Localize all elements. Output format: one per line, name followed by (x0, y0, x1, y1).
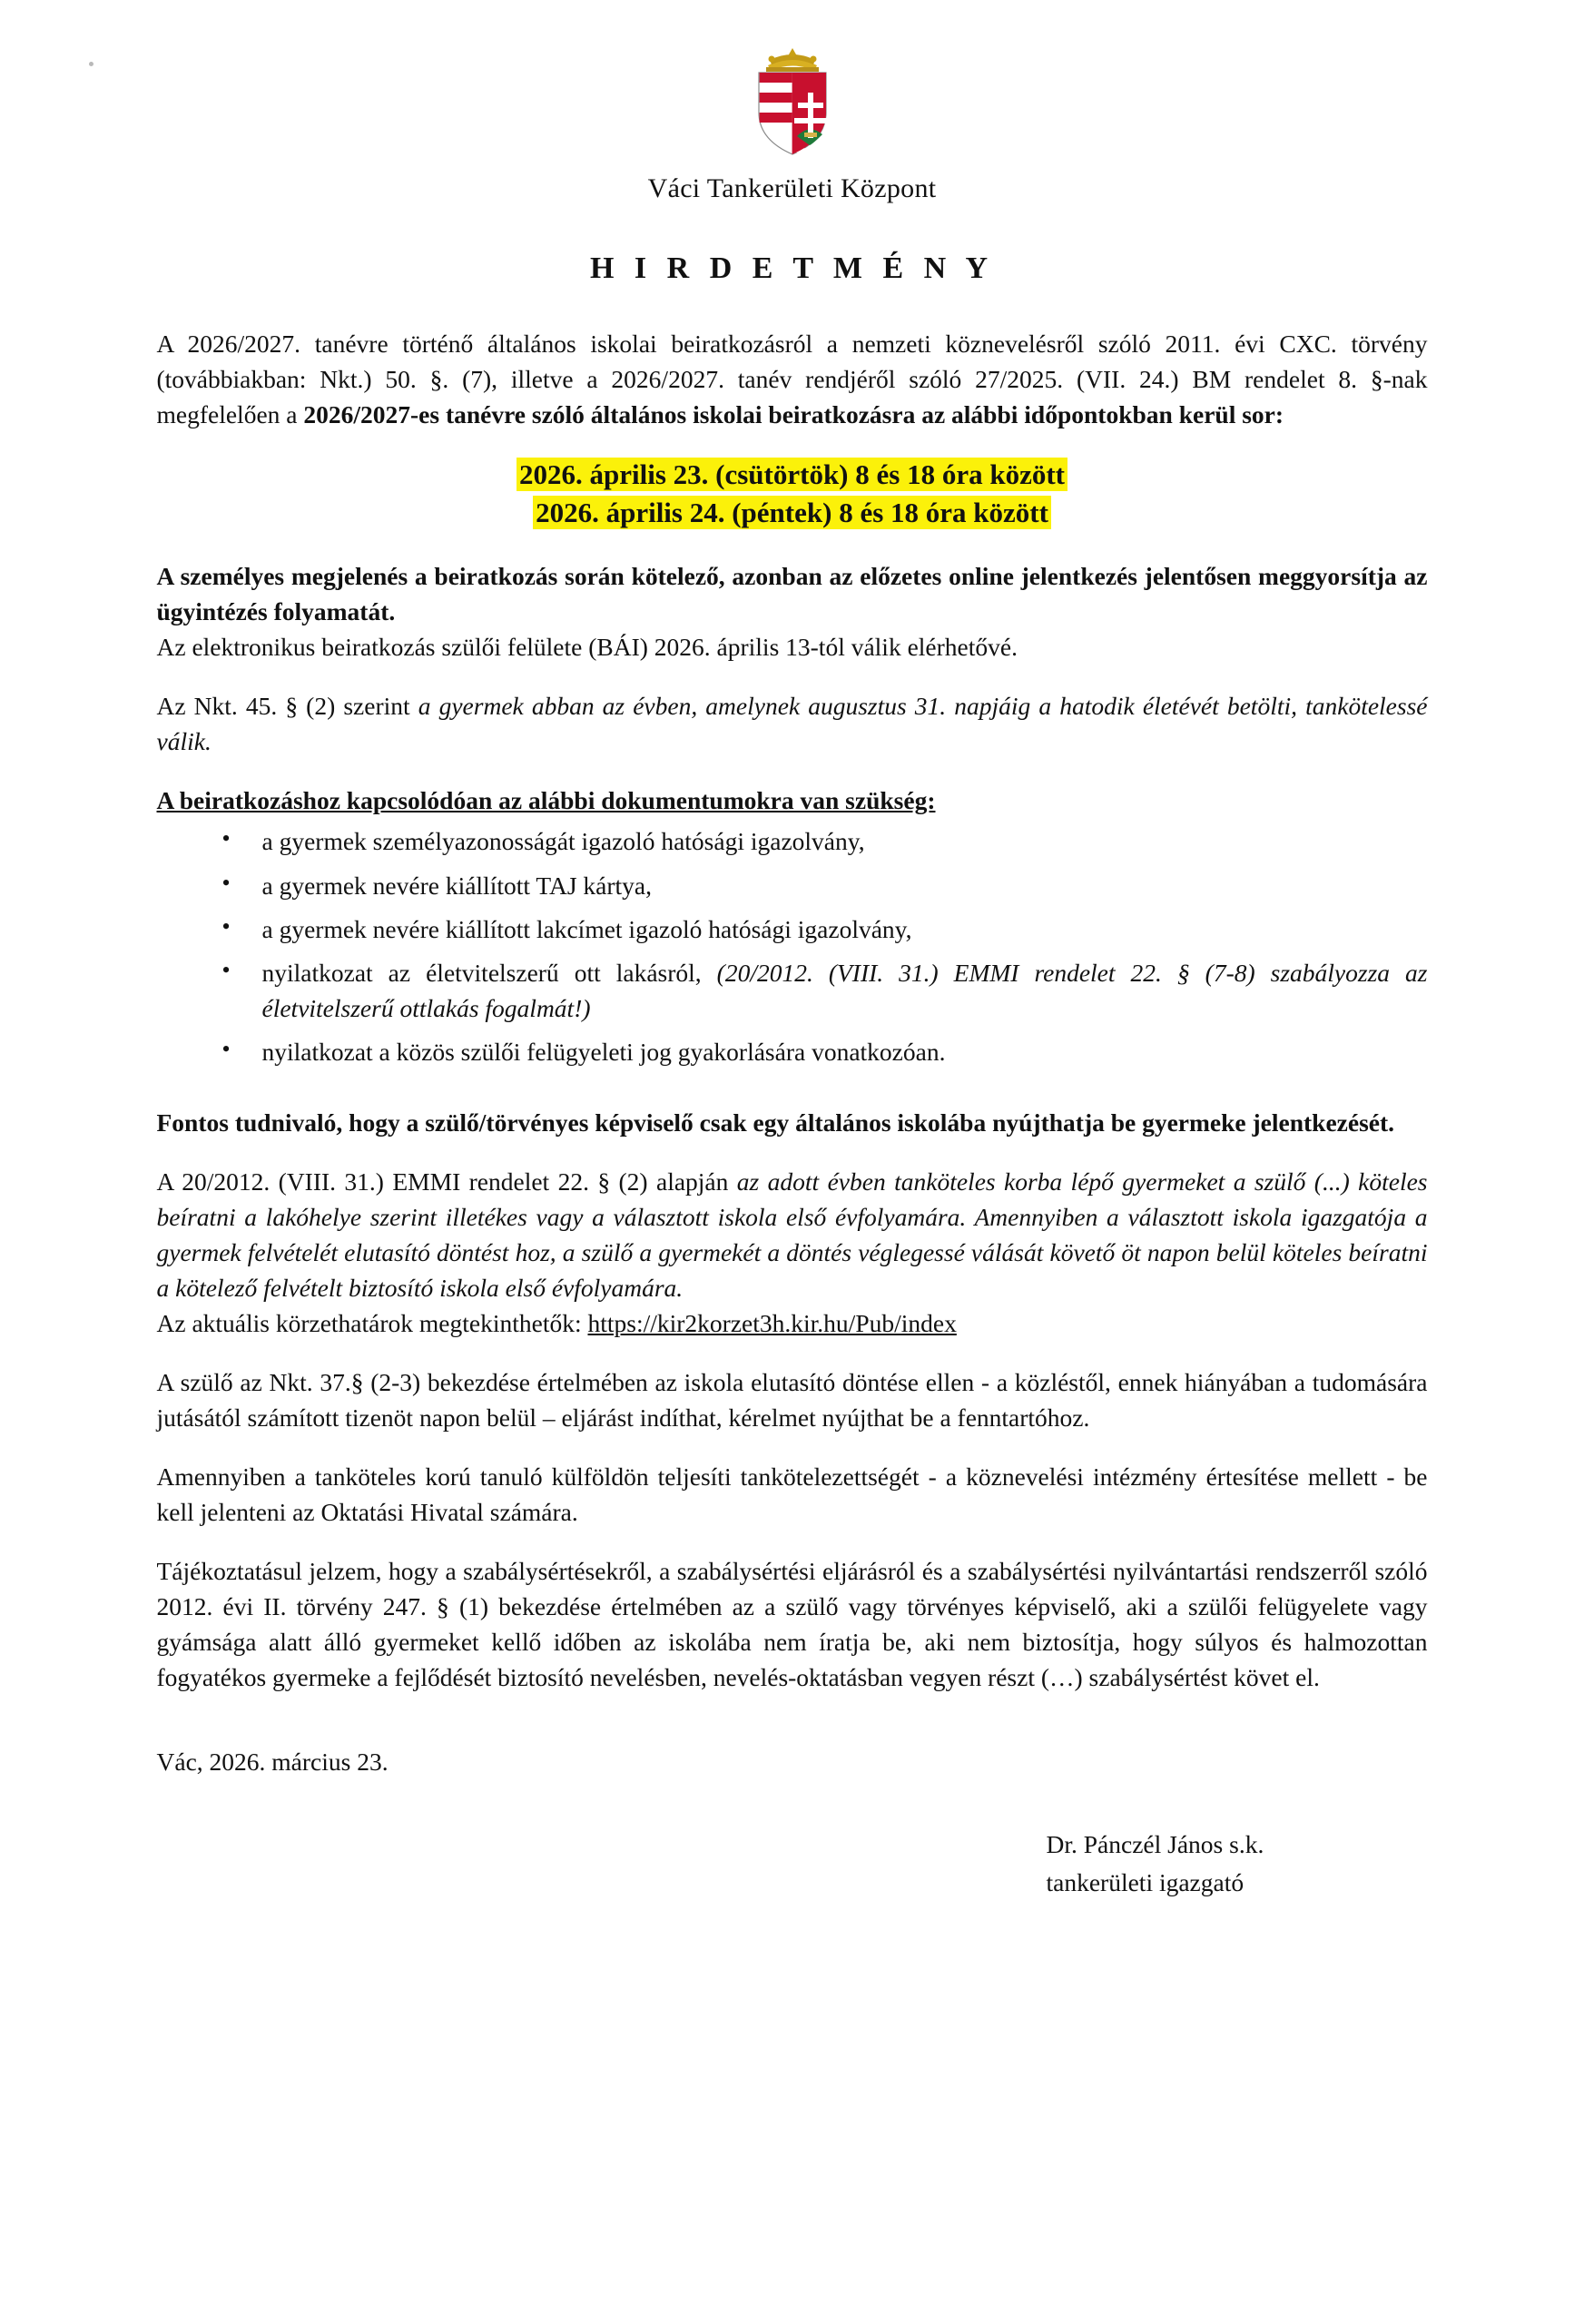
attendance-normal: Az elektronikus beiratkozás szülői felülete (BÁI) 2026. április 13-tól válik elérhetővé. (156, 633, 1018, 662)
scan-artifact-speck (89, 62, 93, 66)
place-and-date: Vác, 2026. március 23. (156, 1748, 389, 1777)
emmi-italic: az adott évben tanköteles korba lépő gyermeket a szülő (...) köteles beíratni a lakóhelye szerint illetékes vagy a választott iskola első évfolyamára. Amennyiben a választott iskola igazgatója a gyermek felvételét elutasító döntést hoz, a szülő a gyermekét a döntés véglegessé válását követő öt napon belül köteles beíratni a kötelező felvételt biztosító iskola első évfolyamára. (156, 1167, 1428, 1302)
signature-title: tankerületi igazgató (1046, 1867, 1245, 1896)
district-link-paragraph (157, 1305, 1428, 1341)
document-content (157, 45, 1428, 1901)
list-item (157, 1034, 1428, 1069)
list-item-text: nyilatkozat a közös szülői felügyeleti jog gyakorlására vonatkozóan. (261, 1037, 946, 1066)
list-item (157, 868, 1428, 903)
list-item (157, 823, 1428, 859)
nkt-paragraph (157, 688, 1428, 759)
signature-block (157, 1826, 1428, 1901)
list-item-text: a gyermek nevére kiállított TAJ kártya, (261, 871, 652, 900)
emmi-normal: A 20/2012. (VIII. 31.) EMMI rendelet 22. § (2) alapján (156, 1167, 737, 1196)
attendance-bold: A személyes megjelenés a beiratkozás során kötelező, azonban az előzetes online jelentkezés jelentősen meggyorsítja az ügyintézés folyamatát. (156, 562, 1428, 626)
abroad-paragraph: Amennyiben a tanköteles korú tanuló külföldön teljesíti tankötelezettségét - a köznevelési intézmény értesítése mellett - be kell jelenteni az Oktatási Hivatal számára. (156, 1462, 1428, 1527)
list-item (157, 955, 1428, 1026)
organization-name: Váci Tankerületi Központ (647, 173, 937, 203)
list-item-italic: (20/2012. (VIII. 31.) EMMI rendelet 22. § (7-8) szabályozza az életvitelszerű ottlakás fogalmát!) (261, 958, 1428, 1022)
page-title: H I R D E T M É N Y (589, 251, 995, 285)
intro-bold: 2026/2027-es tanévre szóló általános iskolai beiratkozásra az alábbi időpontokban kerül sor: (303, 400, 1284, 429)
signature-name: Dr. Pánczél János s.k. (1046, 1830, 1264, 1859)
district-link-label: Az aktuális körzethatárok megtekinthetők: (156, 1309, 588, 1337)
intro-text: A 2026/2027. tanévre történő általános iskolai beiratkozásról a nemzeti köznevelésről szóló 2011. évi CXC. törvény (továbbiakban: Nkt.) 50. §. (7), illetve a 2026/2027. tanév rendjéről szóló 27/2025. (VII. 24.) BM rendelet 8. §-nak megfelelően a (156, 330, 1428, 429)
intro-paragraph (157, 326, 1428, 432)
crest-container (157, 45, 1428, 161)
nkt-italic: a gyermek abban az évben, amelynek augusztus 31. napjáig a hatodik életévét betölti, tankötelessé válik. (156, 692, 1428, 756)
hungarian-coat-of-arms-icon (753, 45, 831, 161)
date-line-2: 2026. április 24. (péntek) 8 és 18 óra között (157, 494, 1428, 532)
documents-heading: A beiratkozáshoz kapcsolódóan az alábbi dokumentumokra van szükség: (156, 786, 936, 815)
date-line-1: 2026. április 23. (csütörtök) 8 és 18 óra között (157, 456, 1428, 494)
emmi-paragraph (157, 1164, 1428, 1305)
appeal-paragraph: A szülő az Nkt. 37.§ (2-3) bekezdése értelmében az iskola elutasító döntése ellen - a közléstől, ennek hiányában a tudomására jutásától számított tizenöt napon belül – eljárást indíthat, kérelmet nyújthat be a fenntartóhoz. (156, 1368, 1428, 1433)
list-item-text: a gyermek nevére kiállított lakcímet igazoló hatósági igazolvány, (261, 914, 912, 943)
documents-list (157, 823, 1428, 1068)
district-boundaries-link[interactable]: https://kir2korzet3h.kir.hu/Pub/index (587, 1309, 957, 1337)
list-item-text: a gyermek személyazonosságát igazoló hatósági igazolvány, (261, 827, 865, 856)
infringement-paragraph: Tájékoztatásul jelzem, hogy a szabálysértésekről, a szabálysértési eljárásról és a szabálysértési nyilvántartási rendszerről szóló 2012. évi II. törvény 247. § (1) bekezdése értelmében az a szülő vagy törvényes képviselő, aki a szülői felügyelete vagy gyámsága alatt álló gyermeket kellő időben az iskolába nem íratja be, aki nem biztosítja, hogy súlyos és halmozottan fogyatékos gyermeke a fejlődését biztosító nevelésben, nevelés-oktatásban vegyen részt (…) szabálysértést követ el. (156, 1557, 1428, 1692)
nkt-prefix: Az Nkt. 45. § (2) szerint (156, 692, 418, 721)
list-item-text: nyilatkozat az életvitelszerű ott lakásról, (261, 958, 717, 987)
list-item (157, 911, 1428, 947)
registration-dates (157, 456, 1428, 531)
important-note: Fontos tudnivaló, hogy a szülő/törvényes képviselő csak egy általános iskolába nyújthatja be gyermeke jelentkezését. (156, 1108, 1395, 1137)
